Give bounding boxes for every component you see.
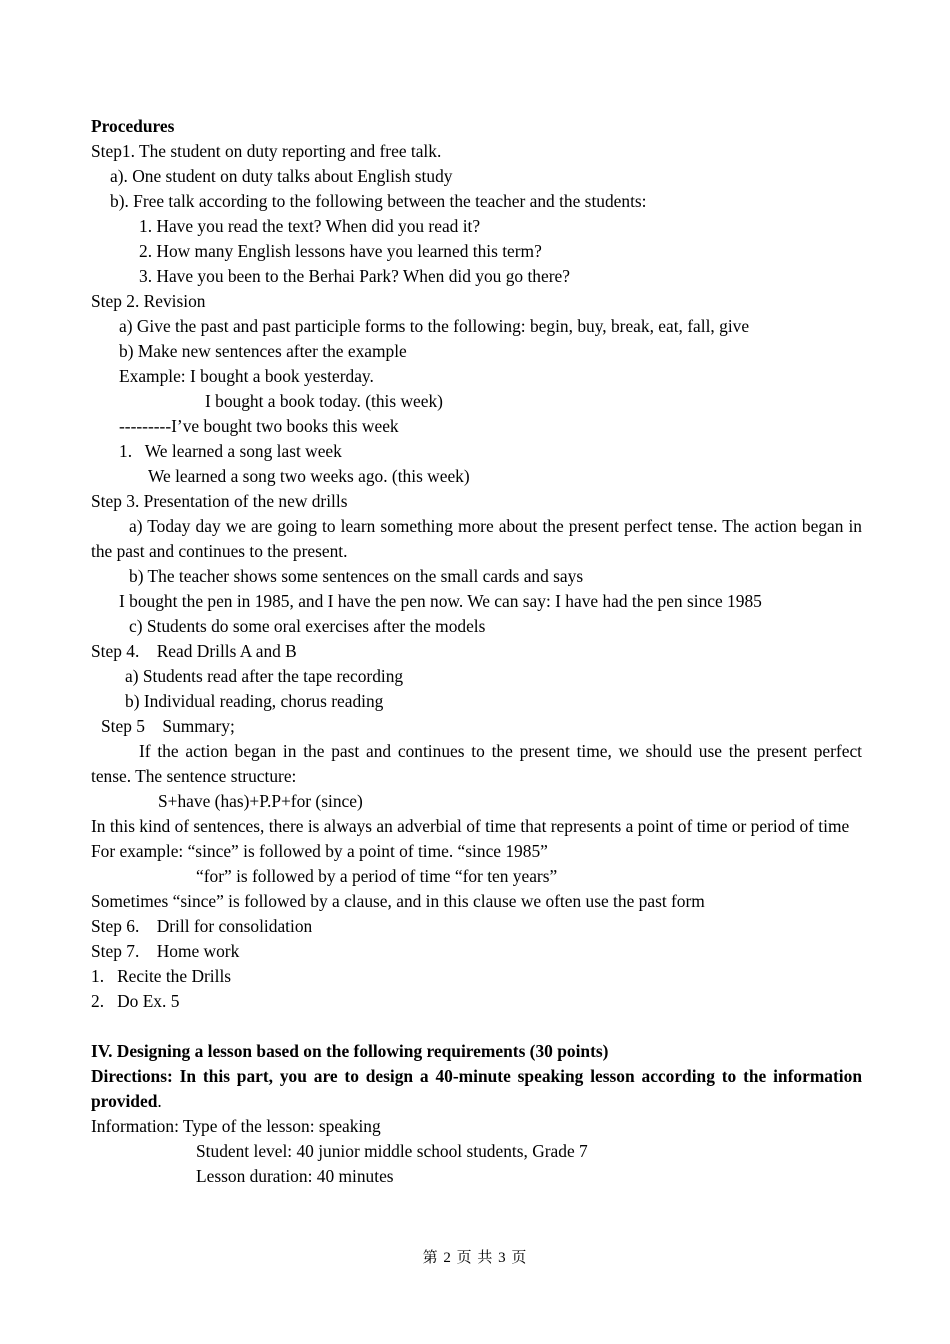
step4-item-a: a) Students read after the tape recording [125,666,404,686]
info-lesson-type: Information: Type of the lesson: speaking [91,1116,381,1136]
step5-paragraph-2: In this kind of sentences, there is always an adverbial of time that represents a point of time or period of time [91,816,850,836]
step2-item-b: b) Make new sentences after the example [119,341,407,361]
page-number-footer: 第 2 页 共 3 页 [422,1250,528,1266]
step5-paragraph-3: Sometimes “since” is followed by a clause, and in this clause we often use the past form [91,891,705,911]
step5-example-2: “for” is followed by a period of time “for ten years” [196,866,558,886]
homework-item-1: 1. Recite the Drills [91,966,232,986]
step3-item-b: b) The teacher shows some sentences on the small cards and says [129,566,584,586]
step2-list-item-1: 1. We learned a song last week [119,441,342,461]
spacer [91,1014,862,1039]
document-body [91,114,862,1189]
step5-paragraph: If the action began in the past and continues to the present time, we should use the present perfect tense. The sentence structure: [91,741,862,786]
step3-item-b-example: I bought the pen in 1985, and I have the pen now. We can say: I have had the pen since 1985 [119,591,762,611]
step1-question-2: 2. How many English lessons have you learned this term? [139,241,542,261]
step5-heading: Step 5 Summary; [101,716,235,736]
step1-question-3: 3. Have you been to the Berhai Park? When did you go there? [139,266,570,286]
info-student-level: Student level: 40 junior middle school students, Grade 7 [196,1141,588,1161]
step2-example: Example: I bought a book yesterday. [119,366,374,386]
step3-item-a: a) Today day we are going to learn something more about the present perfect tense. The action began in the past and continues to the present. [91,516,862,561]
step3-item-c: c) Students do some oral exercises after the models [129,616,486,636]
info-lesson-duration: Lesson duration: 40 minutes [196,1166,394,1186]
directions-text: Directions: In this part, you are to design a 40-minute speaking lesson according to the information provided [91,1066,862,1111]
step2-item-a: a) Give the past and past participle forms to the following: begin, buy, break, eat, fall, give [119,316,750,336]
step4-heading: Step 4. Read Drills A and B [91,641,297,661]
procedures-heading: Procedures [91,116,175,136]
directions-paragraph [91,1064,862,1114]
step5-example-1: For example: “since” is followed by a point of time. “since 1985” [91,841,548,861]
step2-example-line3: ---------I’ve bought two books this week [119,416,399,436]
step1-item-b: b). Free talk according to the following between the teacher and the students: [110,191,647,211]
section-iv-title: IV. Designing a lesson based on the following requirements (30 points) [91,1041,609,1061]
step6-heading: Step 6. Drill for consolidation [91,916,313,936]
step2-heading: Step 2. Revision [91,291,206,311]
step1-heading: Step1. The student on duty reporting and free talk. [91,141,442,161]
step7-heading: Step 7. Home work [91,941,240,961]
directions-period: . [157,1091,162,1111]
step1-item-a: a). One student on duty talks about English study [110,166,453,186]
step2-example-line2: I bought a book today. (this week) [205,391,443,411]
step5-formula: S+have (has)+P.P+for (since) [158,791,363,811]
step4-item-b: b) Individual reading, chorus reading [125,691,384,711]
step3-heading: Step 3. Presentation of the new drills [91,491,348,511]
homework-item-2: 2. Do Ex. 5 [91,991,180,1011]
step2-list-item-1b: We learned a song two weeks ago. (this week) [148,466,470,486]
step1-question-1: 1. Have you read the text? When did you read it? [139,216,481,236]
